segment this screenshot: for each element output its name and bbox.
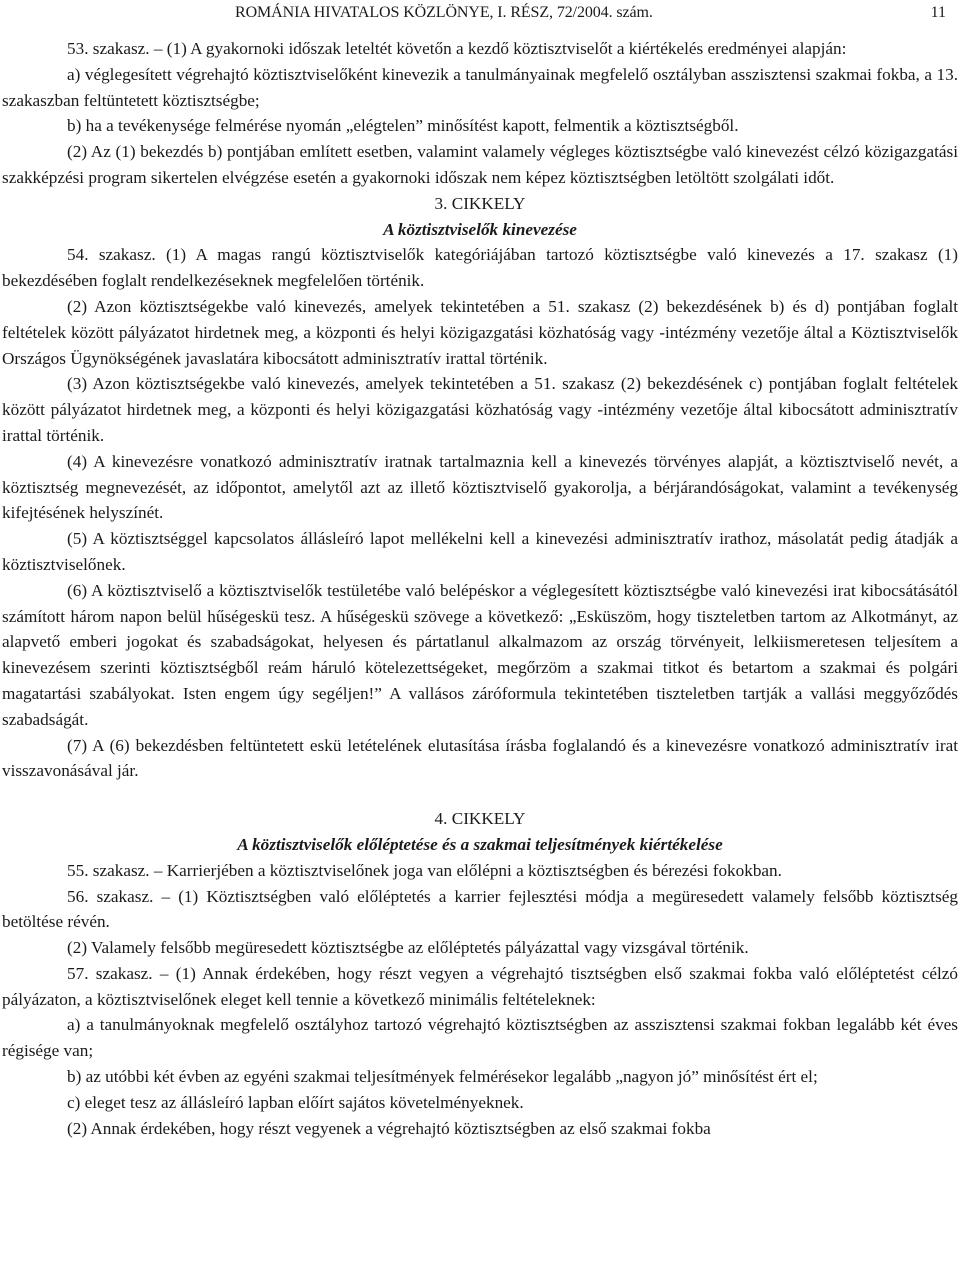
paragraph: b) ha a tevékenysége felmérése nyomán „elégtelen” minősítést kapott, felmentik a köztisztségből.	[67, 116, 739, 136]
paragraph: b) az utóbbi két évben az egyéni szakmai teljesítmények felmérésekor legalább „nagyon jó” minősítést ért el;	[67, 1067, 818, 1087]
paragraph: a) véglegesített végrehajtó köztisztviselőként kinevezik a tanulmányainak megfelelő osztályban asszisztensi szakmai fokba, a 13. szakaszban feltüntetett köztisztségbe;	[2, 64, 958, 110]
paragraph: (2) Annak érdekében, hogy részt vegyenek a végrehajtó köztisztségben az első szakmai fokba	[67, 1118, 711, 1138]
paragraph: 55. szakasz. – Karrierjében a köztisztviselőnek joga van előlépni a köztisztségben és bérezési fokokban.	[67, 860, 782, 880]
paragraph: (2) Azon köztisztségekbe való kinevezés, amelyek tekintetében a 51. szakasz (2) bekezdésének b) és d) pontjában foglalt feltételek között pályázatot hirdetnek meg, a központi és helyi közigazgatási közhatóság vagy -intézmény vezetője által a Köztisztviselők Országos Ügynökségének javaslatára kibocsátott adminisztratív irattal történik.	[2, 296, 958, 368]
paragraph: 56. szakasz. – (1) Köztisztségben való előléptetés a karrier fejlesztési módja a megüresedett valamely felsőbb köztisztség betöltése révén.	[2, 886, 958, 932]
paragraph: (7) A (6) bekezdésben feltüntetett eskü letételének elutasítása írásba foglalandó és a kinevezésre vonatkozó adminisztratív irat visszavonásával jár.	[2, 735, 958, 781]
paragraph: 57. szakasz. – (1) Annak érdekében, hogy részt vegyen a végrehajtó tisztségben első szakmai fokba való előléptetést célzó pályázaton, a köztisztviselőnek eleget kell tennie a következő minimális feltételeknek:	[2, 963, 958, 1009]
page-header	[0, 0, 960, 26]
paragraph: (2) Valamely felsőbb megüresedett köztisztségbe az előléptetés pályázattal vagy vizsgával történik.	[67, 938, 749, 958]
section-gap	[2, 784, 958, 806]
page-number: 11	[930, 4, 946, 21]
paragraph: (3) Azon köztisztségekbe való kinevezés, amelyek tekintetében a 51. szakasz (2) bekezdésének c) pontjában foglalt feltételek között pályázatot hirdetnek meg, a központi és helyi közigazgatási közhatóság vagy -intézmény vezetője által kibocsátott adminisztratív irattal történik.	[2, 374, 958, 445]
paragraph: 54. szakasz. (1) A magas rangú köztisztviselők kategóriájában tartozó köztisztségbe való kinevezés a 17. szakasz (1) bekezdésében foglalt rendelkezéseknek megfelelően történik.	[2, 245, 958, 291]
document-body	[2, 36, 958, 1141]
paragraph: 53. szakasz. – (1) A gyakornoki időszak leteltét követőn a kezdő köztisztviselőt a kiértékelés eredményei alapján:	[67, 39, 847, 58]
gazette-title: ROMÁNIA HIVATALOS KÖZLÖNYE, I. RÉSZ, 72/2004. szám.	[235, 4, 653, 21]
paragraph: (4) A kinevezésre vonatkozó adminisztratív iratnak tartalmaznia kell a kinevezés törvényes alapját, a köztisztviselő nevét, a köztisztség megnevezését, az időpontot, amelytől azt az illető köztisztviselő gyakorolja, a bérjárandóságokat, valamint a tevékenység kifejtésének helyszínét.	[2, 451, 958, 523]
paragraph: a) a tanulmányoknak megfelelő osztályhoz tartozó végrehajtó köztisztségben az asszisztensi szakmai fokban legalább két éves régisége van;	[2, 1015, 958, 1061]
chapter-title: A köztisztviselők előléptetése és a szakmai teljesítmények kiértékelése	[237, 834, 723, 854]
paragraph: (6) A köztisztviselő a köztisztviselők testületébe való belépéskor a véglegesített köztisztségbe való kinevezési irat kibocsátásától számított három napon belül hűségeskü tesz. A hűségeskü szövege a következő: „Esküszöm, hogy tiszteletben tartom az Alkotmányt, az alapvető emberi jogokat és szabadságokat, helyesen és pártatlanul alkalmazom az ország törvényeit, lelkiismeretesen teljesítem a kinevezésem szerinti köztisztségből reám háruló kötelezettségeket, megőrzöm a szakmai titkot és betartom a szakmai és polgári magatartási szabályokat. Isten engem úgy segéljen!” A vallásos záróformula tekintetében tiszteletben tartják a vallási meggyőződés szabadságát.	[2, 580, 958, 729]
paragraph: c) eleget tesz az álláslеíró lapban előírt sajátos követelményeknek.	[67, 1092, 524, 1112]
chapter-number: 3. CIKKELY	[434, 193, 526, 213]
chapter-title: A köztisztviselők kinevezése	[383, 219, 577, 239]
paragraph: (5) A köztisztséggel kapcsolatos álláslеíró lapot mellékelni kell a kinevezési adminisztratív irathoz, másolatát pedig átadják a köztisztviselőnek.	[2, 529, 958, 574]
chapter-number: 4. CIKKELY	[434, 809, 526, 829]
paragraph: (2) Az (1) bekezdés b) pontjában említett esetben, valamint valamely végleges köztisztségbe való kinevezést célzó közigazgatási szakképzési program sikertelen elvégzése esetén a gyakornoki időszak nem képez köztisztségben letöltött szolgálati időt.	[2, 142, 958, 187]
